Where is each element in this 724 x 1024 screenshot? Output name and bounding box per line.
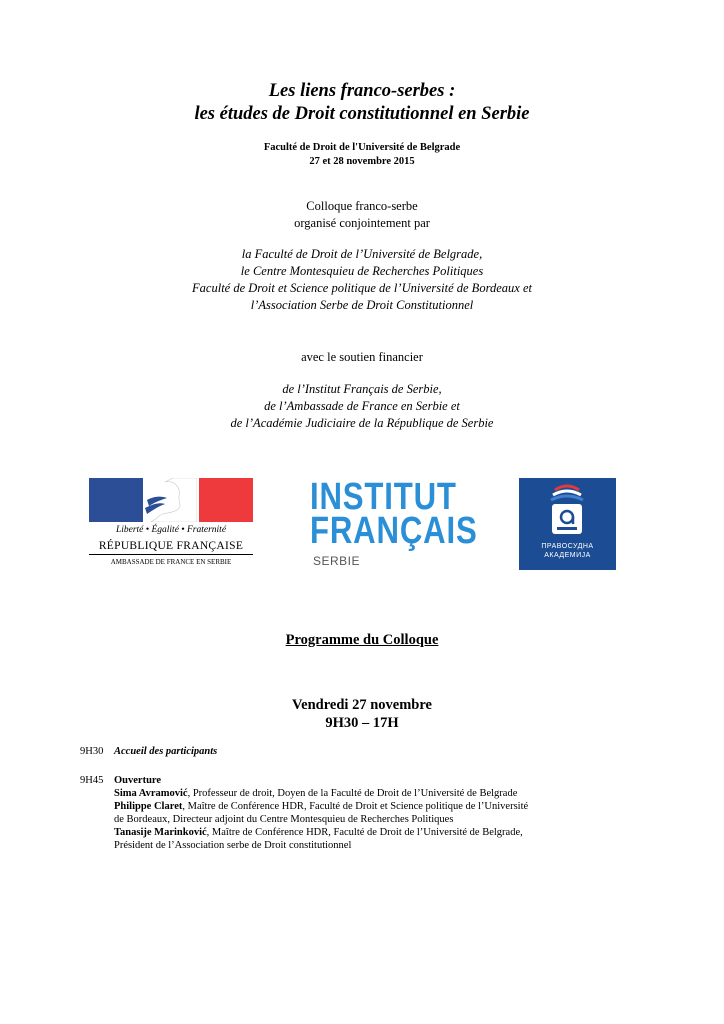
- republique-francaise-logo: [89, 478, 253, 574]
- academy-name: [519, 542, 616, 560]
- organizer-item: Faculté de Droit et Science politique de l’Université de Bordeaux et: [192, 281, 532, 295]
- schedule-time: 9H30: [80, 746, 104, 757]
- organizer-item: le Centre Montesquieu de Recherches Politiques: [240, 264, 484, 278]
- support-intro: avec le soutien financier: [301, 350, 423, 364]
- schedule-label: Ouverture: [114, 775, 162, 786]
- document-title: [0, 80, 724, 126]
- embassy-name: AMBASSADE DE FRANCE EN SERBIE: [110, 558, 232, 566]
- organizers-list: [0, 246, 724, 314]
- day-date: Vendredi 27 novembre: [292, 697, 432, 713]
- colloque-line-1: Colloque franco-serbe: [306, 199, 418, 213]
- venue-dates: 27 et 28 novembre 2015: [309, 156, 415, 167]
- title-line-1: Les liens franco-serbes :: [268, 81, 456, 101]
- institut-logo-line-1: INSTITUT: [310, 476, 457, 518]
- schedule-label: Accueil des participants: [114, 746, 218, 757]
- organizer-item: l’Association Serbe de Droit Constitutionnel: [250, 298, 474, 312]
- organizer-item: la Faculté de Droit de l’Université de Belgrade,: [241, 247, 483, 261]
- flag-blue-band: [89, 478, 143, 522]
- marianne-icon: [143, 478, 197, 522]
- institut-logo-line-2: FRANÇAIS: [310, 510, 478, 552]
- programme-title: Programme du Colloque: [285, 632, 439, 648]
- speaker-entry: [114, 826, 534, 852]
- speaker-entry: [114, 800, 534, 826]
- speaker-name: Sima Avramović: [114, 788, 188, 799]
- flag-white-band: [143, 478, 199, 522]
- speaker-description: , Maître de Conférence HDR, Faculté de Droit et Science politique de l’Université de Bordeaux, Directeur adjoint du Centre Montesquieu de Recherches Politiques: [114, 801, 529, 825]
- day-hours: 9H30 – 17H: [325, 715, 399, 731]
- speaker-name: Philippe Claret: [114, 801, 183, 812]
- speaker-entry: [114, 787, 534, 800]
- speaker-description: , Maître de Conférence HDR, Faculté de Droit de l’Université de Belgrade, Président de l’Association serbe de Droit constitutionnel: [114, 827, 523, 851]
- pravosudna-akademija-logo: [519, 478, 616, 570]
- schedule-body: [114, 745, 534, 758]
- title-line-2: les études de Droit constitutionnel en Serbie: [194, 104, 530, 124]
- sponsor-item: de l’Ambassade de France en Serbie et: [264, 399, 460, 413]
- speaker-name: Tanasije Marinković: [114, 827, 207, 838]
- day-heading: [0, 696, 724, 732]
- schedule-body: [114, 774, 534, 852]
- flag-red-band: [199, 478, 253, 522]
- sponsor-item: de l’Académie Judiciaire de la République de Serbie: [230, 416, 494, 430]
- academy-name-line-1: ПРАВОСУДНА: [541, 543, 594, 550]
- schedule-time: 9H45: [80, 775, 104, 786]
- sponsors-list: [0, 381, 724, 432]
- venue-block: [0, 141, 724, 169]
- republic-motto: Liberté • Égalité • Fraternité: [115, 525, 227, 535]
- speaker-description: , Professeur de droit, Doyen de la Faculté de Droit de l’Université de Belgrade: [187, 788, 518, 799]
- venue-place: Faculté de Droit de l'Université de Belgrade: [263, 142, 461, 153]
- colloque-line-2: organisé conjointement par: [294, 216, 430, 230]
- academy-name-line-2: АКАДЕМИЈА: [544, 552, 591, 559]
- institut-logo-serbie: SERBIE: [313, 554, 361, 568]
- republic-name: RÉPUBLIQUE FRANÇAISE: [89, 540, 253, 555]
- sponsor-item: de l’Institut Français de Serbie,: [282, 382, 442, 396]
- tricolor-flag-icon: [89, 478, 253, 522]
- colloque-intro: [0, 198, 724, 232]
- academy-emblem-icon: [519, 478, 616, 542]
- institut-francais-logo: [310, 476, 478, 570]
